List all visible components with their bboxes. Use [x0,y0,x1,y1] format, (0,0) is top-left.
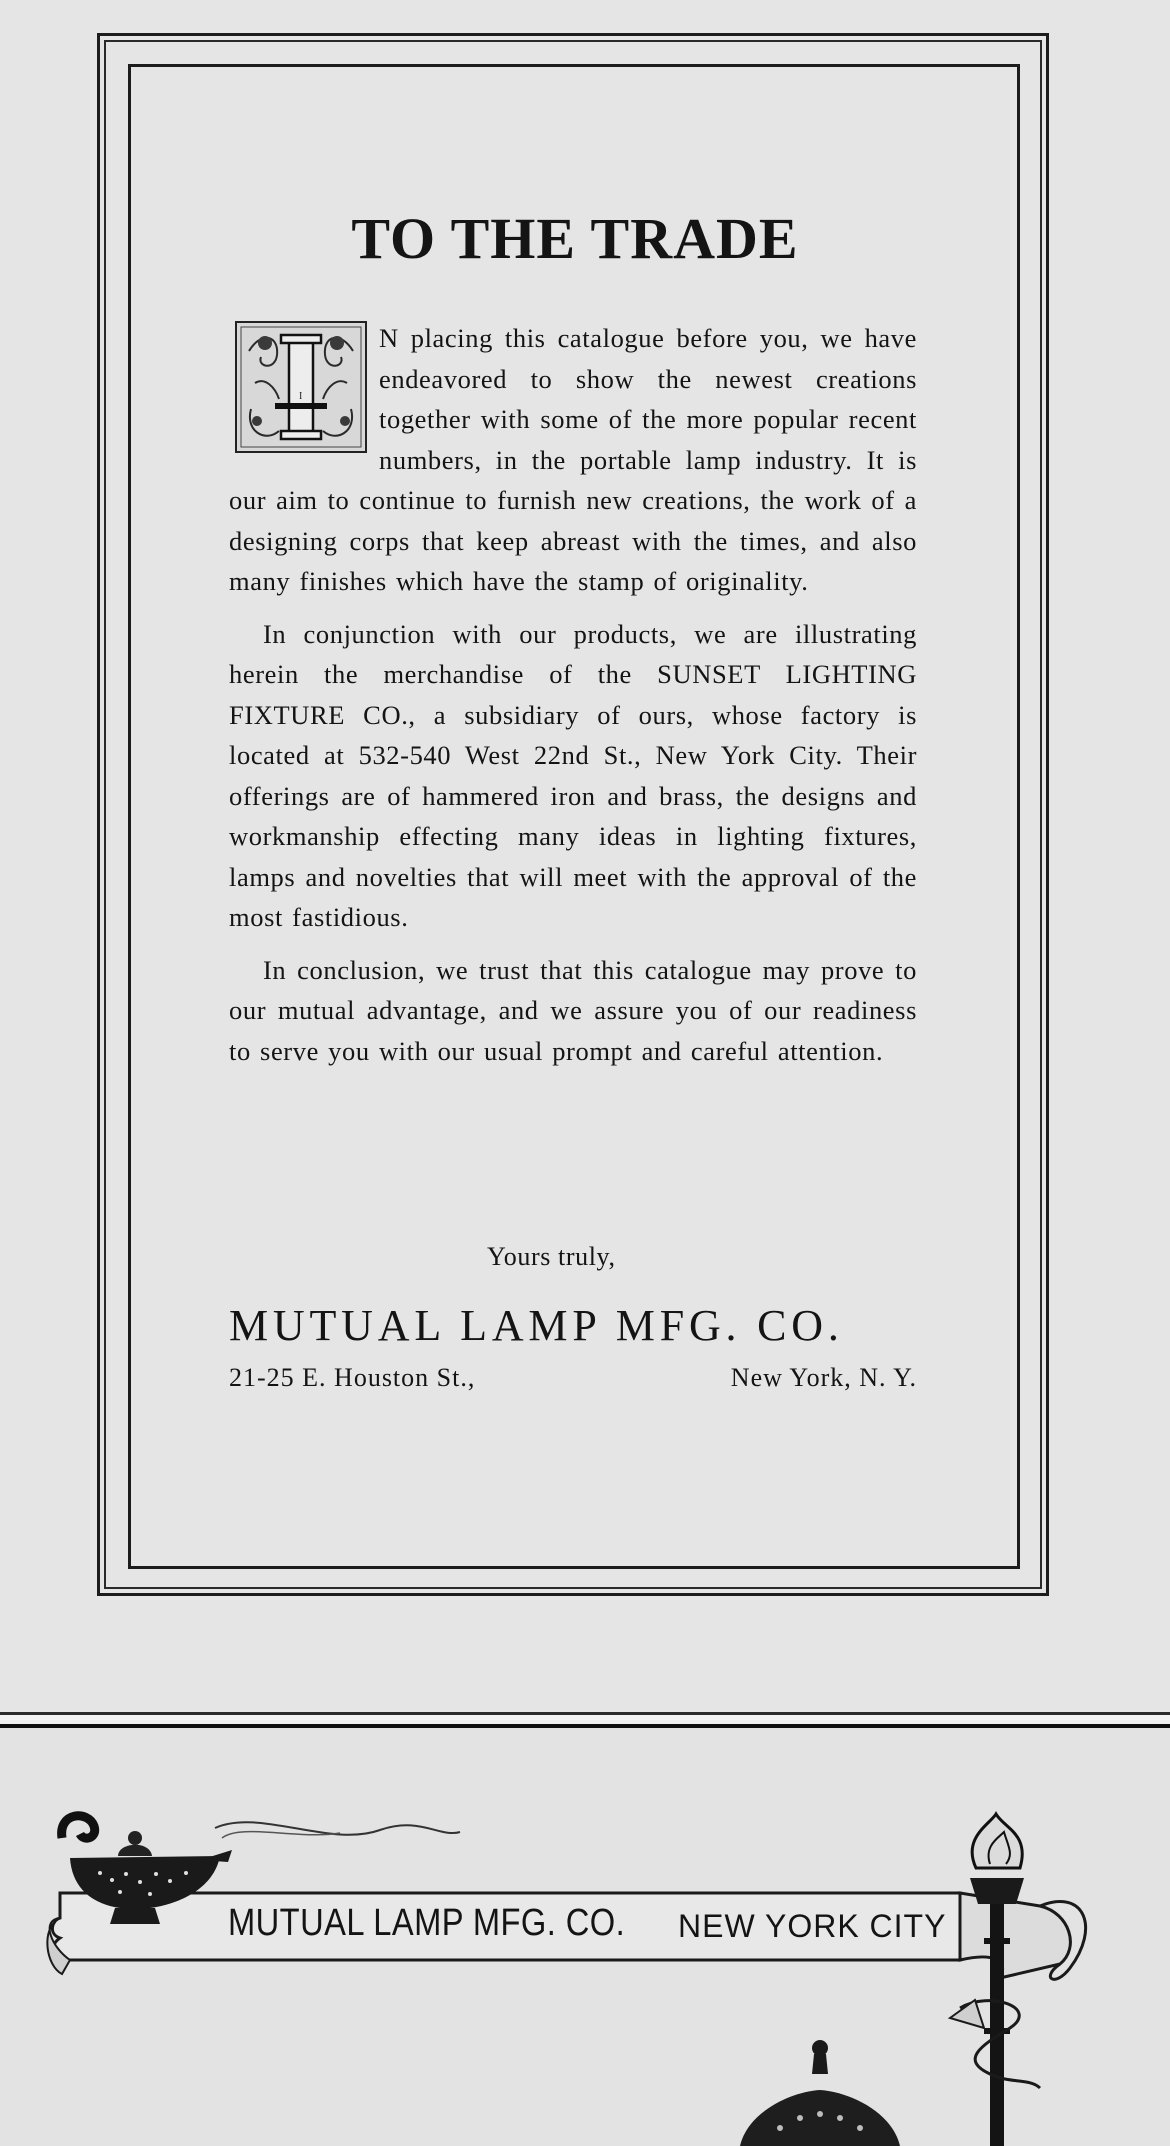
torch-icon [950,1814,1040,2146]
street-address: 21-25 E. Houston St., [229,1363,476,1392]
banner-company-name: MUTUAL LAMP MFG. CO. [228,1902,626,1944]
closing-salutation: Yours truly, [487,1242,616,1271]
paragraph-1-text: N placing this catalogue before you, we have endeavored to show the newest creations together with some of the more popular recent numbers, in the portable lamp industry. It is our aim to continue to furnish new creations, the work of a designing corps that keep abreast with the times, and also many finishes which have the stamp of originality. [229,323,917,596]
letter-signature [229,1242,917,1393]
city-state: New York, N. Y. [730,1363,917,1392]
company-address [229,1363,917,1393]
drop-cap-letter: I [299,391,303,402]
lamp-finial-icon [740,2040,900,2146]
page-gap [0,1715,1170,1724]
letter-body [229,318,917,1083]
ornamental-drop-cap [235,321,367,453]
paragraph-1 [229,318,917,602]
company-name: MUTUAL LAMP MFG. CO. [229,1301,844,1350]
paragraph-3: In conclusion, we trust that this catalogue may prove to our mutual advantage, and we assure you of our readiness to serve you with our usual prompt and careful attention. [229,954,917,1066]
paragraph-2: In conjunction with our products, we are illustrating herein the merchandise of the SUNSET LIGHTING FIXTURE CO., a subsidiary of ours, whose factory is located at 532-540 West 22nd St., New York City. Their offerings are of hammered iron and brass, the designs and workmanship effecting many ideas in lighting fixtures, lamps and novelties that will meet with the approval of the most fastidious. [229,618,917,932]
banner-city: NEW YORK CITY [678,1908,947,1944]
page-title: TO THE TRADE [351,206,799,271]
